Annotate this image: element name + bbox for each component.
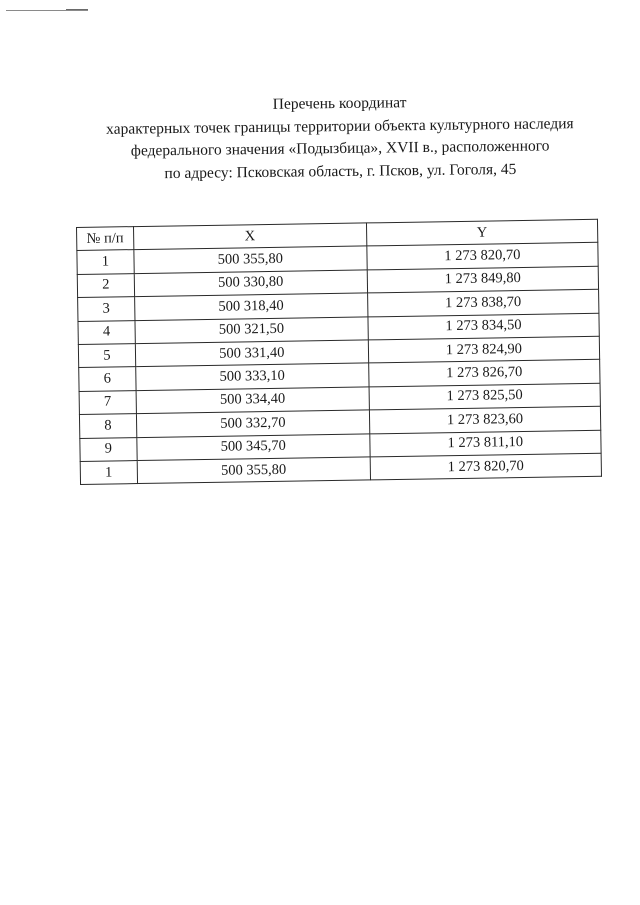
title-line-1: Перечень координат (272, 94, 407, 113)
cell-num: 6 (79, 367, 136, 391)
cell-x: 500 318,40 (134, 293, 367, 320)
cell-y: 1 273 823,60 (369, 406, 601, 433)
coordinates-table-container (76, 219, 602, 485)
cell-x: 500 334,40 (136, 387, 369, 414)
title-line-3: федерального значения «Подызбица», XVII в., расположенного (130, 137, 550, 160)
cell-x: 500 355,80 (137, 457, 370, 484)
document-title (59, 90, 620, 187)
cell-num: 7 (79, 390, 136, 414)
coordinates-table (76, 219, 602, 485)
cell-y: 1 273 826,70 (368, 360, 600, 387)
header-x: X (133, 223, 366, 250)
cell-y: 1 273 811,10 (370, 430, 602, 457)
cell-y: 1 273 834,50 (368, 313, 600, 340)
cell-num: 1 (80, 460, 137, 484)
cell-x: 500 333,10 (135, 363, 368, 390)
cell-num: 1 (77, 250, 134, 274)
cell-num: 9 (80, 437, 137, 461)
cell-y: 1 273 820,70 (367, 243, 599, 270)
cell-num: 5 (78, 344, 135, 368)
cell-x: 500 330,80 (134, 270, 367, 297)
cell-num: 3 (78, 297, 135, 321)
cell-y: 1 273 824,90 (368, 336, 600, 363)
cell-y: 1 273 820,70 (370, 453, 602, 480)
cell-y: 1 273 849,80 (367, 266, 599, 293)
cell-x: 500 345,70 (137, 433, 370, 460)
cell-y: 1 273 838,70 (367, 289, 599, 316)
cell-y: 1 273 825,50 (369, 383, 601, 410)
cell-num: 2 (77, 273, 134, 297)
cell-num: 4 (78, 320, 135, 344)
scan-artifact-line (6, 10, 88, 11)
header-num: № п/п (77, 227, 134, 251)
cell-num: 8 (79, 414, 136, 438)
cell-x: 500 331,40 (135, 340, 368, 367)
cell-x: 500 332,70 (136, 410, 369, 437)
cell-x: 500 321,50 (135, 316, 368, 343)
header-y: Y (366, 219, 598, 246)
title-line-2: характерных точек границы территории объекта культурного наследия (106, 114, 574, 138)
title-line-4: по адресу: Псковская область, г. Псков, ул. Гоголя, 45 (164, 160, 517, 182)
cell-x: 500 355,80 (134, 246, 367, 273)
